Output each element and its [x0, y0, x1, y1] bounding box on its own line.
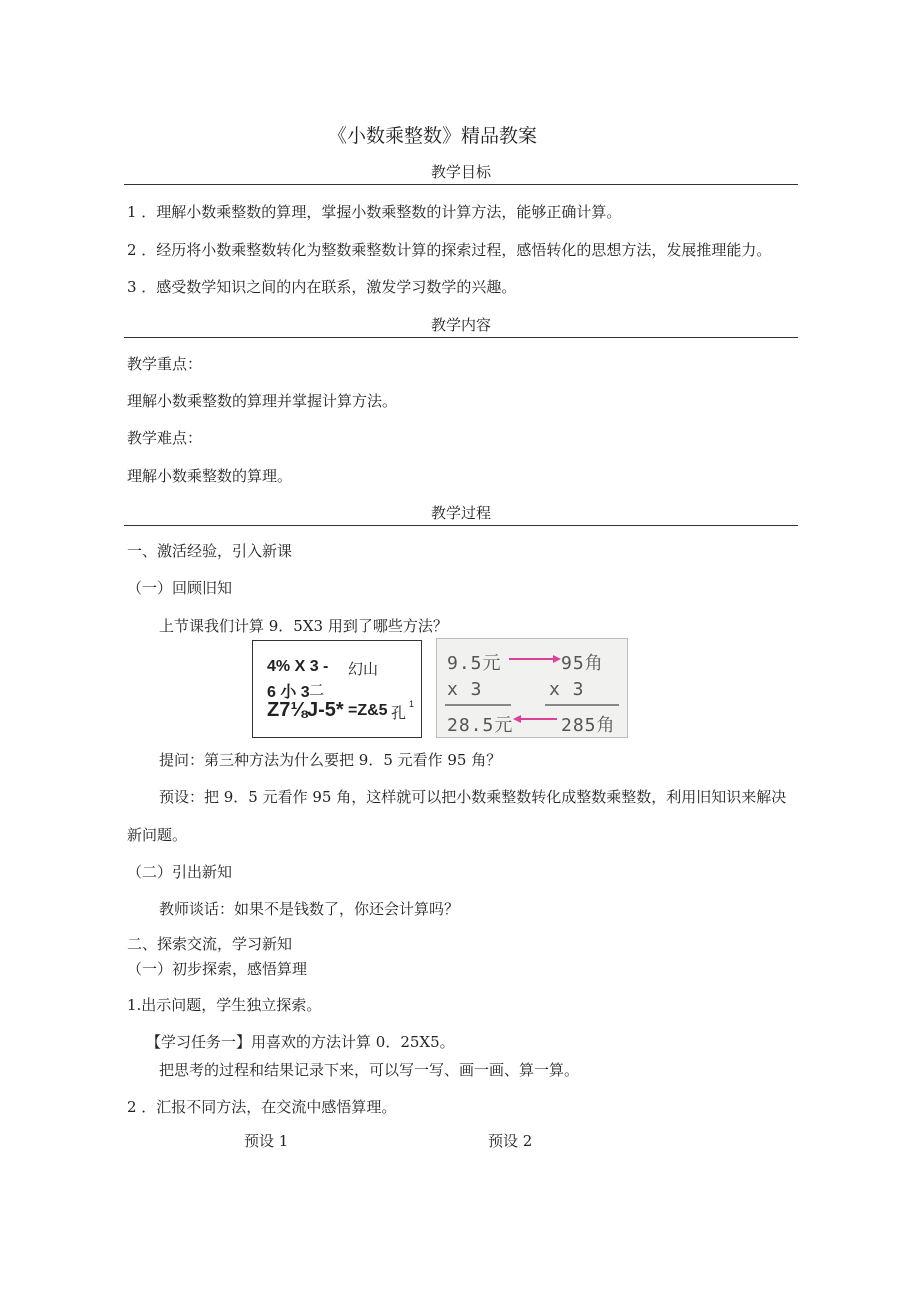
key-point-text: 理解小数乘整数的算理并掌握计算方法。	[127, 392, 398, 410]
calc-line-2-result: 二	[309, 682, 325, 699]
goal-item-1: 1 ．理解小数乘整数的算理，掌握小数乘整数的计算方法，能够正确计算。	[127, 203, 622, 221]
hw-bottom-right: 285角	[561, 715, 616, 736]
preset-1-label: 预设 1	[244, 1132, 289, 1150]
section-heading-goals: 教学目标	[430, 163, 491, 181]
arrow-right-head	[553, 655, 561, 663]
preset-answer-line1: 预设：把 9．5 元看作 95 角，这样就可以把小数乘整数转化成整数乘整数，利用旧知识来解决	[159, 788, 787, 806]
hw-top-left: 9.5元	[447, 653, 502, 674]
document-title: 《小数乘整数》精品教案	[328, 125, 538, 147]
calculation-image-2	[436, 638, 628, 738]
calc-line-2-expr: 6 小 3	[267, 684, 310, 701]
difficult-point-label: 教学难点：	[127, 429, 203, 447]
divider	[124, 184, 798, 185]
task-note: 把思考的过程和结果记录下来，可以写一写、画一画、算一算。	[159, 1061, 580, 1079]
learning-task: 【学习任务一】用喜欢的方法计算 0．25X5。	[146, 1033, 455, 1051]
calc-line-1-expr: 4% X 3 -	[267, 658, 329, 675]
hw-mid-left: x 3	[447, 679, 483, 700]
step-2: 2 ．汇报不同方法，在交流中感悟算理。	[127, 1098, 397, 1116]
difficult-point-text: 理解小数乘整数的算理。	[127, 467, 293, 485]
question-intro: 上节课我们计算 9．5X3 用到了哪些方法？	[159, 617, 448, 635]
preset-answer-line2: 新问题。	[127, 826, 188, 844]
key-point-label: 教学重点：	[127, 355, 203, 373]
part2-sub1-heading: （一）初步探索，感悟算理	[127, 960, 308, 978]
teacher-talk: 教师谈话：如果不是钱数了，你还会计算吗？	[159, 900, 460, 918]
goal-item-3: 3 ．感受数学知识之间的内在联系，激发学习数学的兴趣。	[127, 278, 517, 296]
calc-line-1-result: 幻山	[348, 661, 379, 678]
hw-strokes	[437, 639, 627, 737]
divider	[124, 337, 798, 338]
arrow-left-head	[513, 715, 521, 723]
calc-line-3-sup: 1	[409, 699, 415, 709]
calc-line-3-eq: =Z&5	[348, 702, 388, 719]
section-heading-process: 教学过程	[430, 504, 491, 522]
goal-item-2: 2 ．经历将小数乘整数转化为整数乘整数计算的探索过程，感悟转化的思想方法，发展推理能力。	[127, 241, 772, 259]
step-1: 1.出示问题，学生独立探索。	[127, 996, 322, 1014]
section-heading-content: 教学内容	[430, 316, 491, 334]
hw-bottom-left: 28.5元	[447, 715, 514, 736]
calculation-image-1	[252, 640, 422, 738]
preset-2-label: 预设 2	[488, 1132, 533, 1150]
calc-line-3-expr: Z7⅛J-5*	[267, 699, 344, 721]
hw-mid-right: x 3	[549, 679, 585, 700]
hw-top-right: 95角	[561, 653, 604, 674]
part1-sub2-heading: （二）引出新知	[127, 863, 233, 881]
part2-heading: 二、探索交流，学习新知	[127, 935, 293, 953]
calc-line-3-unit: 孔	[391, 705, 407, 722]
part1-sub1-heading: （一）回顾旧知	[127, 579, 233, 597]
question-ask: 提问：第三种方法为什么要把 9．5 元看作 95 角？	[159, 751, 502, 769]
divider	[124, 525, 798, 526]
part1-heading: 一、激活经验，引入新课	[127, 542, 293, 560]
